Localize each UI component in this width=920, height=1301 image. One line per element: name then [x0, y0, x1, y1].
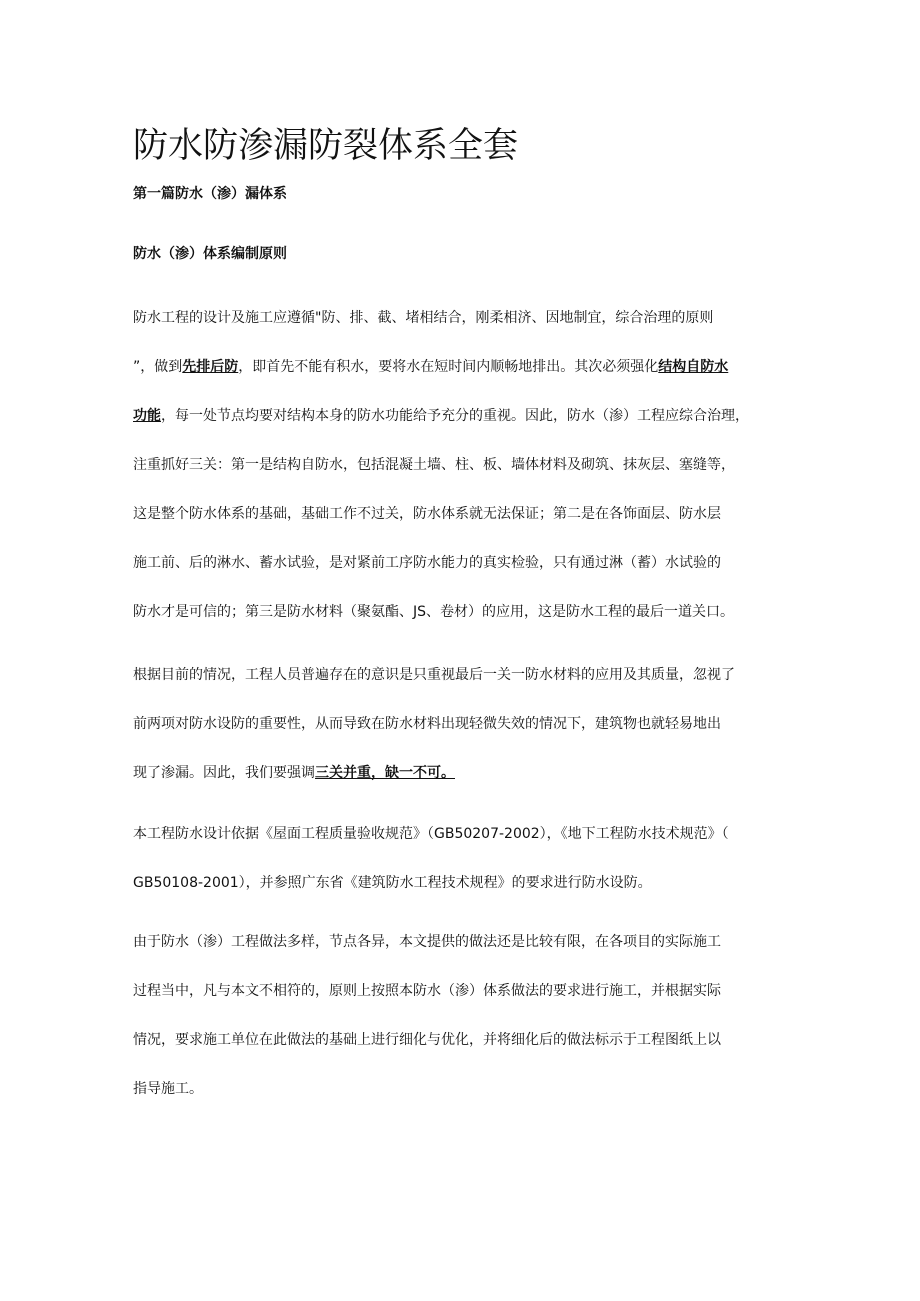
paragraph-line: 情况，要求施工单位在此做法的基础上进行细化与优化，并将细化后的做法标示于工程图纸上以: [133, 1032, 721, 1048]
paragraph-scope: [133, 918, 799, 1114]
paragraph-line: 本工程防水设计依据《屋面工程质量验收规范》（GB50207-2002），《地下工程防水技术规范》（: [133, 826, 729, 842]
paragraph-line: GB50108-2001），并参照广东省《建筑防水工程技术规程》的要求进行防水设防。: [133, 875, 652, 891]
document-title: 防水防渗漏防裂体系全套: [133, 126, 519, 166]
text-run: 现了渗漏。因此，我们要强调: [133, 765, 315, 781]
paragraph-line: 根据目前的情况，工程人员普遍存在的意识是只重视最后一关一防水材料的应用及其质量，忽视了: [133, 667, 735, 683]
paragraph-line: 防水工程的设计及施工应遵循"防、排、截、堵相结合，刚柔相济、因地制宜，综合治理的原则: [133, 310, 714, 326]
paragraph-line: 过程当中，凡与本文不相符的，原则上按照本防水（渗）体系做法的要求进行施工，并根据实际: [133, 983, 721, 999]
paragraph-line: [133, 343, 799, 392]
part-heading: 第一篇防水（渗）漏体系: [133, 186, 287, 202]
text-run: ，每一处节点均要对结构本身的防水功能给予充分的重视。因此，防水（渗）工程应综合治理，: [161, 408, 749, 424]
paragraph-current-situation: [133, 651, 799, 798]
paragraph-line: 防水才是可信的；第三是防水材料（聚氨酯、JS、卷材）的应用，这是防水工程的最后一道关口。: [133, 604, 735, 620]
paragraph-design-basis: [133, 810, 799, 908]
paragraph-line: [133, 392, 799, 441]
emphasis-drain-first: 先排后防: [182, 359, 239, 375]
paragraph-line: [133, 749, 799, 798]
paragraph-line: 这是整个防水体系的基础，基础工作不过关，防水体系就无法保证；第二是在各饰面层、防水层: [133, 506, 721, 522]
paragraph-line: 指导施工。: [133, 1081, 203, 1097]
paragraph-line: 前两项对防水设防的重要性，从而导致在防水材料出现轻微失效的情况下，建筑物也就轻易地出: [133, 716, 721, 732]
paragraph-principles: [133, 294, 799, 637]
paragraph-line: 注重抓好三关：第一是结构自防水，包括混凝土墙、柱、板、墙体材料及砌筑、抹灰层、塞缝等，: [133, 457, 735, 473]
paragraph-line: 施工前、后的淋水、蓄水试验，是对紧前工序防水能力的真实检验，只有通过淋（蓄）水试验的: [133, 555, 721, 571]
emphasis-function: 功能: [133, 408, 161, 424]
text-run: ”，做到: [133, 359, 183, 375]
emphasis-three-checks: 三关并重，缺一不可。: [315, 765, 455, 781]
section-heading: 防水（渗）体系编制原则: [133, 246, 287, 262]
emphasis-structural-waterproof: 结构自防水: [658, 359, 729, 375]
text-run: ，即首先不能有积水，要将水在短时间内顺畅地排出。其次必须强化: [238, 359, 659, 375]
paragraph-line: 由于防水（渗）工程做法多样，节点各异，本文提供的做法还是比较有限，在各项目的实际施工: [133, 934, 721, 950]
